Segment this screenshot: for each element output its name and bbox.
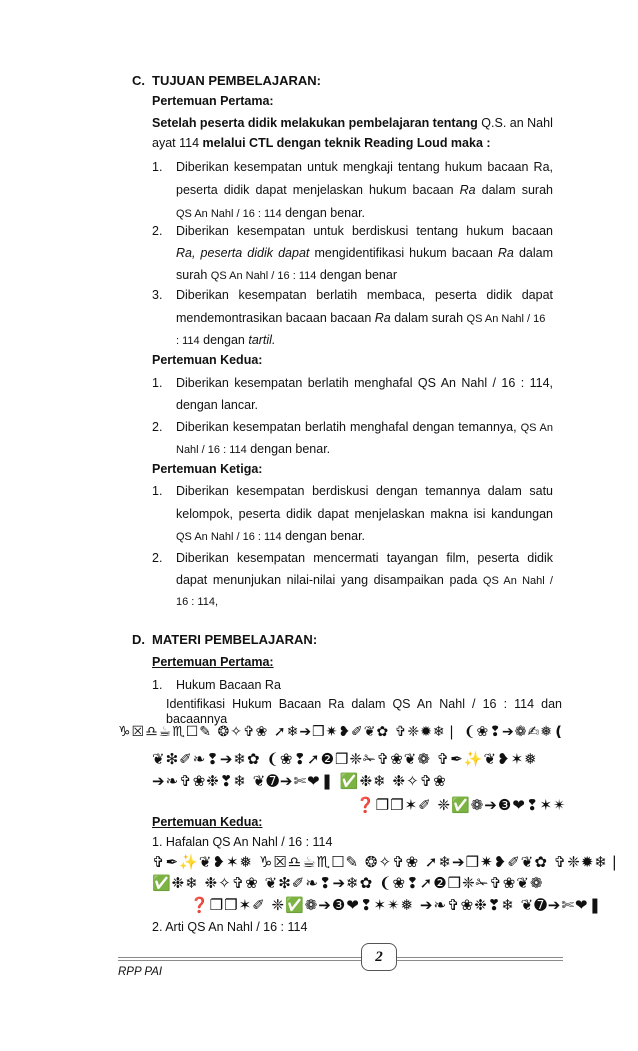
surah-ref: QS An Nahl / [482, 575, 553, 587]
list-item-line [176, 420, 553, 434]
meeting2-heading: Pertemuan Kedua: [152, 353, 263, 367]
list-item-line [176, 246, 553, 260]
meeting3-heading: Pertemuan Ketiga: [152, 462, 263, 476]
list-item-line: kelompok, peserta didik dapat menjelaskan makna isi kandungan [176, 507, 553, 521]
arabic-verse-line: ✞✒✨❦❥✶❅ ♑☒♎☕♏☐✎ ❂✧✞❀ ➚❄➔❒✷❥✐❦✿ ✞❈✹❄❘ [152, 853, 622, 871]
arabic-verse-line: ❓❐❐✶✐ ❈✅❁➔❸❤❢✶✴❅ ➔❧✞❀❉❣❄ ❦➐➔✄❤❚ [190, 896, 603, 914]
surah-ref: QS An [520, 422, 553, 434]
intro-ref: Q.S. an Nahl [481, 116, 553, 130]
text: mengidentifikasi hukum bacaan [314, 246, 493, 260]
section-c-title: TUJUAN PEMBELAJARAN: [152, 73, 322, 88]
section-d-title: MATERI PEMBELAJARAN: [152, 632, 318, 647]
list-item-line: 16 : 114, [176, 596, 218, 608]
list-number: 2. [152, 224, 163, 238]
text: dengan benar. [250, 442, 331, 456]
list-item-line: Diberikan kesempatan berlatih membaca, peserta didik dapat [176, 288, 553, 302]
list-number: 1. [152, 678, 163, 692]
text: dengan benar [319, 268, 397, 282]
materi-meeting2-heading: Pertemuan Kedua: [152, 815, 263, 829]
meeting1-intro-line2 [152, 136, 491, 150]
text: dalam surah [481, 183, 553, 197]
list-number: 1. [152, 160, 163, 174]
materi-meeting1-heading: Pertemuan Pertama: [152, 655, 274, 669]
materi-item-hafalan: 1. Hafalan QS An Nahl / 16 : 114 [152, 835, 333, 849]
list-number: 3. [152, 288, 163, 302]
list-number: 2. [152, 551, 163, 565]
surah-ref: Nahl / 16 : 114 [176, 444, 247, 456]
text: peserta didik dapat menjelaskan hukum bacaan [176, 183, 454, 197]
document-label: RPP PAI [118, 966, 163, 978]
text: dengan [203, 333, 245, 347]
surah-ref: QS An Nahl / 16 : 114 [176, 531, 282, 543]
text: mendemontrasikan bacaan bacaan [176, 311, 372, 325]
list-number: 1. [152, 376, 163, 390]
list-item-line [176, 268, 397, 282]
text: dalam [518, 246, 554, 260]
identification-text-2: bacaannya [166, 712, 228, 726]
list-item-line: Diberikan kesempatan mencermati tayangan film, peserta didik [176, 551, 553, 565]
surah-ref: : 114 [176, 335, 200, 347]
materi-item-label: Hukum Bacaan Ra [176, 678, 281, 692]
text-italic: tartil. [248, 333, 276, 347]
text: dapat menunjukan nilai-nilai yang disampaikan pada [176, 573, 478, 587]
arabic-verse-line: ♑☒♎☕♏☐✎ ❂✧✞❀ ➚❄➔❒✷❥✐❦✿ ✞❈✹❄❘ ❨❀❢➔❁✍❅❪ [118, 724, 566, 740]
text-italic: Ra [374, 311, 391, 325]
intro-ayat: ayat 114 [152, 136, 200, 150]
arabic-verse-line: ➔❧✞❀❉❣❄ ❦➐➔✄❤❚ ✅❉❄ ❉✧✞❀ [152, 772, 447, 790]
surah-ref: QS An Nahl / 16 : 114 [176, 208, 282, 220]
text: surah [176, 268, 208, 282]
arabic-verse-line: ✅❉❄ ❉✧✞❀ ❦❇✐❧❢➔❄✿ ❨❀❢➚❷❒❈✁✞❀❦❁ [152, 874, 544, 892]
page-number: 2 [361, 943, 397, 971]
section-d-letter: D. [132, 632, 145, 647]
list-item-line [176, 311, 545, 325]
intro-bold: Setelah peserta didik melakukan pembelajaran tentang [152, 116, 478, 130]
text: dengan benar. [285, 206, 366, 220]
footer-divider [118, 957, 563, 958]
list-item-line: Diberikan kesempatan berlatih menghafal QS An Nahl / 16 : 114, [176, 376, 553, 390]
list-item-line: Diberikan kesempatan berdiskusi dengan temannya dalam satu [176, 484, 553, 498]
surah-ref: QS An Nahl / 16 : 114 [210, 270, 317, 282]
section-c-letter: C. [132, 73, 145, 88]
list-item-line: Diberikan kesempatan untuk berdiskusi tentang hukum bacaan [176, 224, 553, 238]
list-item-line [176, 333, 275, 347]
text: dengan benar. [285, 529, 366, 543]
identification-text: Identifikasi Hukum Bacaan Ra dalam QS An Nahl / 16 : 114 dan [166, 697, 562, 711]
list-item-line: dengan lancar. [176, 398, 259, 412]
list-item-line [176, 442, 330, 456]
materi-item-arti: 2. Arti QS An Nahl / 16 : 114 [152, 920, 308, 934]
text-italic: Ra [459, 183, 476, 197]
list-item-line [176, 573, 553, 587]
text-italic: Ra, peserta didik dapat [176, 246, 310, 260]
meeting1-heading: Pertemuan Pertama: [152, 94, 274, 108]
surah-ref: QS An Nahl / 16 [466, 313, 546, 325]
list-item-line [176, 183, 553, 197]
text: dalam surah [394, 311, 464, 325]
arabic-verse-line: ❦❇✐❧❢➔❄✿ ❨❀❢➚❷❒❈✁✞❀❦❁ ✞✒✨❦❥✶❅ [152, 750, 538, 768]
list-number: 1. [152, 484, 163, 498]
list-item-line [176, 206, 365, 220]
text: Diberikan kesempatan berlatih menghafal dengan temannya, [176, 420, 517, 434]
list-number: 2. [152, 420, 163, 434]
footer-divider [118, 960, 563, 961]
meeting1-intro-line1 [152, 116, 553, 130]
text-italic: Ra [497, 246, 514, 260]
list-item-line [176, 529, 365, 543]
intro-method: melalui CTL dengan teknik Reading Loud maka : [202, 136, 491, 150]
arabic-verse-line: ❓❐❐✶✐ ❈✅❁➔❸❤❢✶✴ [356, 796, 567, 814]
list-item-line: Diberikan kesempatan untuk mengkaji tentang hukum bacaan Ra, [176, 160, 553, 174]
